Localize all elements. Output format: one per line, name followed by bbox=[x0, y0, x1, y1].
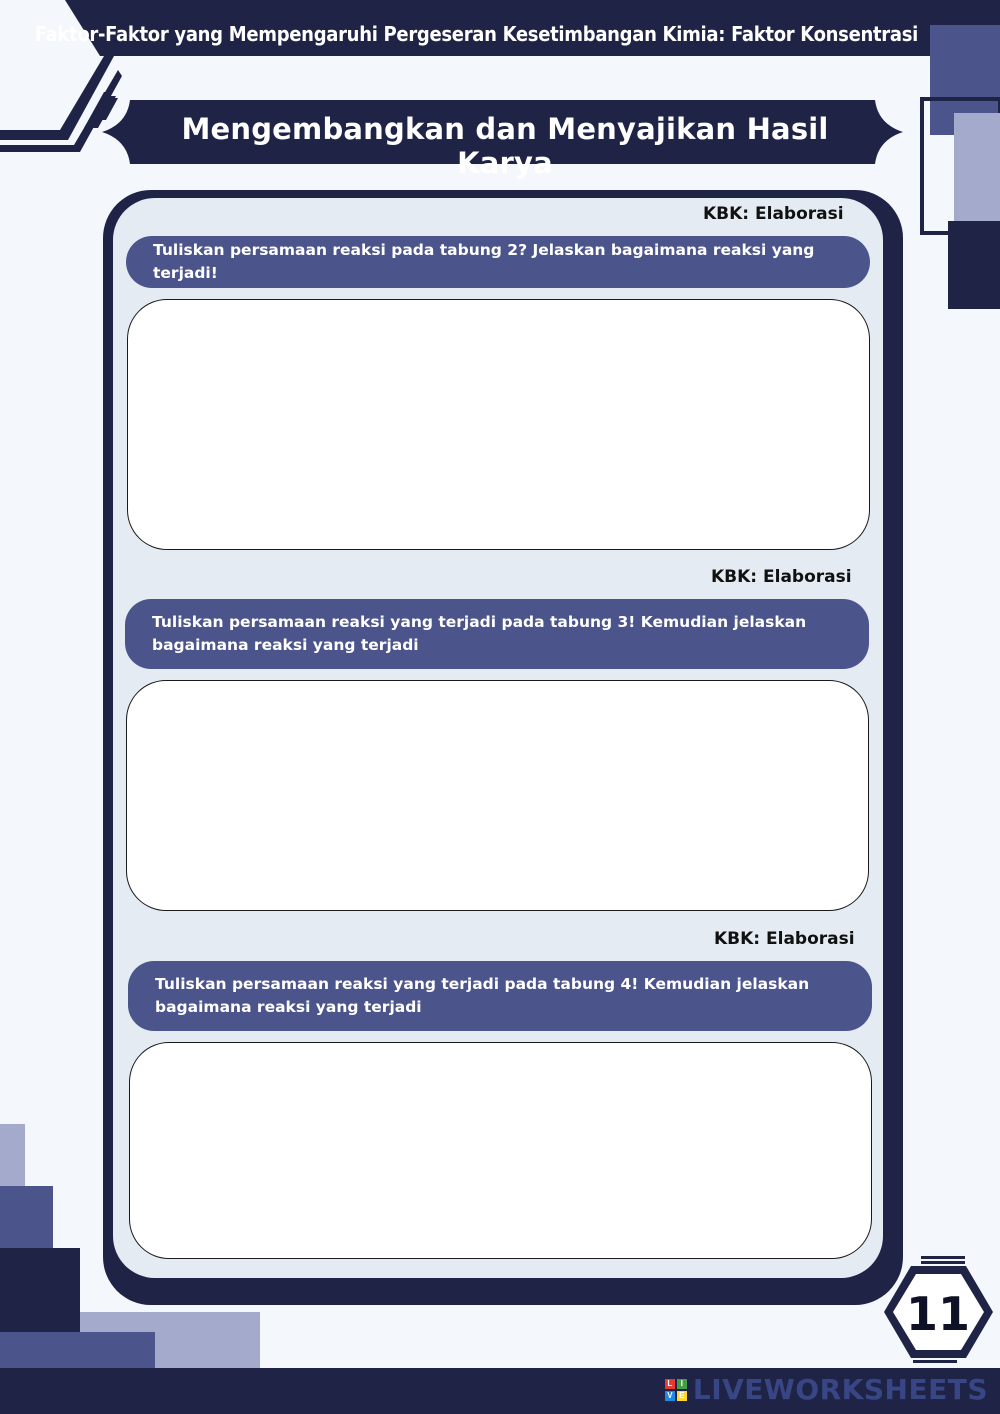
question-prompt-1 bbox=[126, 236, 870, 288]
liveworksheets-logo bbox=[665, 1373, 988, 1406]
logo-letter-e: E bbox=[677, 1391, 687, 1401]
question-prompt-2 bbox=[125, 599, 869, 669]
page-number: 11 bbox=[905, 1287, 970, 1341]
liveworksheets-logo-icon bbox=[665, 1379, 687, 1401]
logo-letter-v: V bbox=[665, 1391, 675, 1401]
kbk-label-1: KBK: Elaborasi bbox=[703, 204, 844, 224]
question-text-3: Tuliskan persamaan reaksi yang terjadi pada tabung 4! Kemudian jelaskan bagaimana reaksi yang terjadi bbox=[155, 975, 810, 1016]
decorative-blocks-right bbox=[910, 25, 1000, 315]
header-title: Faktor-Faktor yang Mempengaruhi Pergeseran Kesetimbangan Kimia: Faktor Konsentrasi bbox=[34, 22, 918, 46]
question-prompt-3 bbox=[128, 961, 872, 1031]
question-text-1: Tuliskan persamaan reaksi pada tabung 2? Jelaskan bagaimana reaksi yang terjadi! bbox=[153, 241, 815, 282]
kbk-label-3: KBK: Elaborasi bbox=[714, 929, 855, 949]
answer-box-1[interactable] bbox=[127, 299, 870, 550]
answer-box-2[interactable] bbox=[126, 680, 869, 911]
logo-letter-i: I bbox=[677, 1379, 687, 1389]
section-title: Mengembangkan dan Menyajikan Hasil Karya bbox=[181, 112, 829, 180]
question-text-2: Tuliskan persamaan reaksi yang terjadi pada tabung 3! Kemudian jelaskan bagaimana reaksi yang terjadi bbox=[152, 613, 807, 654]
liveworksheets-logo-text: LIVEWORKSHEETS bbox=[692, 1373, 988, 1406]
kbk-label-2: KBK: Elaborasi bbox=[711, 567, 852, 587]
logo-letter-l: L bbox=[665, 1379, 675, 1389]
